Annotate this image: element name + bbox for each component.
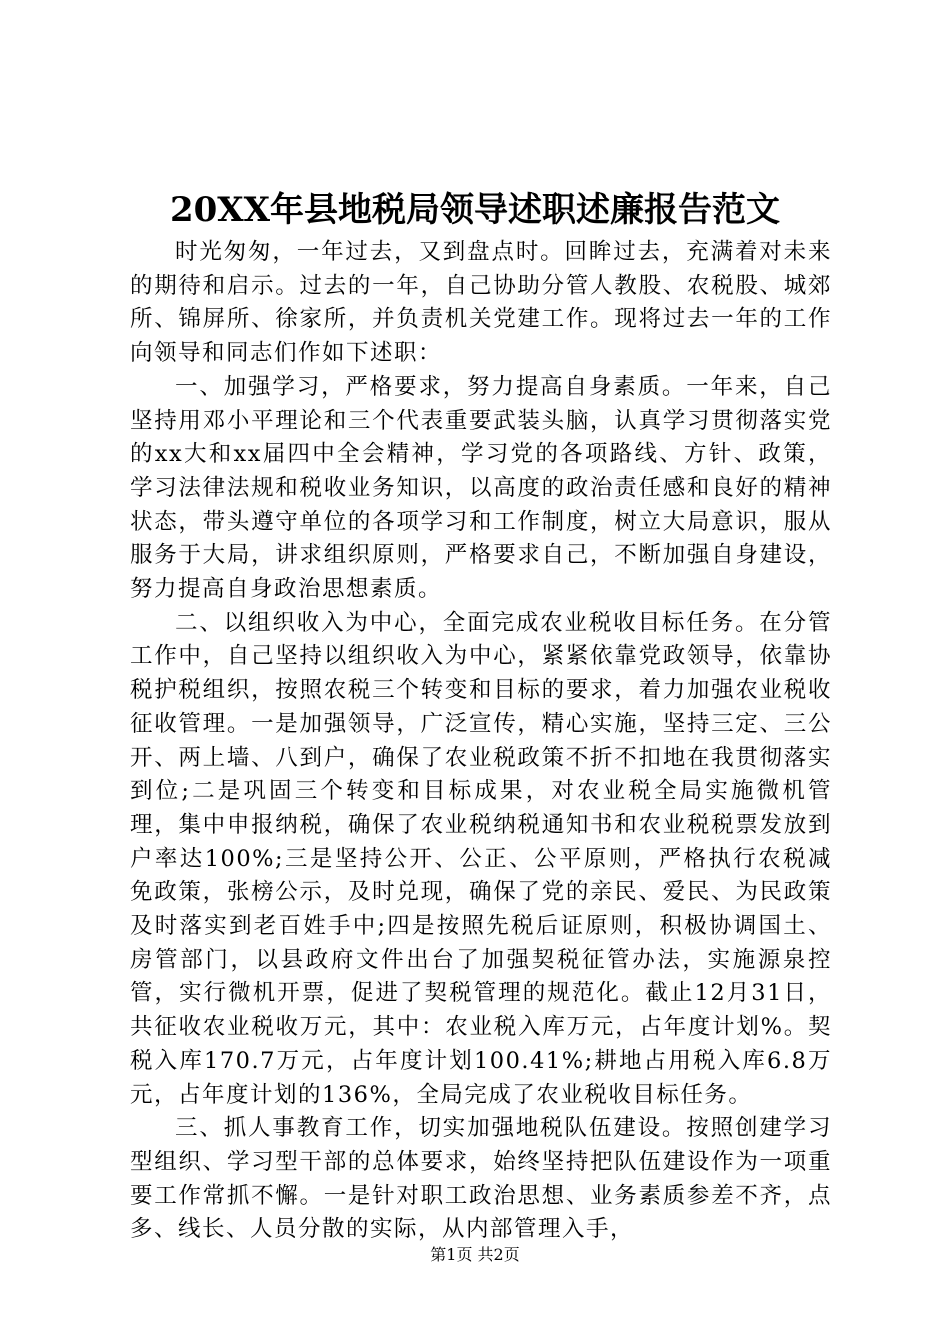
paragraph-section-2: 二、以组织收入为中心，全面完成农业税收目标任务。在分管工作中，自己坚持以组织收入为中心，紧紧依靠党政领导，依靠协税护税组织，按照农税三个转变和目标的要求，着力加强农业税收征收管理。一是加强领导，广泛宣传，精心实施，坚持三定、三公开、两上墙、八到户，确保了农业税政策不折不扣地在我贯彻落实到位;二是巩固三个转变和目标成果，对农业税全局实施微机管理，集中申报纳税，确保了农业税纳税通知书和农业税税票发放到户率达100%;三是坚持公开、公正、公平原则，严格执行农税减免政策，张榜公示，及时兑现，确保了党的亲民、爱民、为民政策及时落实到老百姓手中;四是按照先税后证原则，积极协调国土、房管部门，以县政府文件出台了加强契税征管办法，实施源泉控管，实行微机开票，促进了契税管理的规范化。截止12月31日，共征收农业税收万元，其中：农业税入库万元，占年度计划%。契税入库170.7万元，占年度计划100.41%;耕地占用税入库6.8万元，占年度计划的136%，全局完成了农业税收目标任务。 xyxy=(130,609,832,1108)
document-body xyxy=(130,236,832,1247)
paragraph-intro: 时光匆匆，一年过去，又到盘点时。回眸过去，充满着对未来的期待和启示。过去的一年，自己协助分管人教股、农税股、城郊所、锦屏所、徐家所，并负责机关党建工作。现将过去一年的工作向领导和同志们作如下述职： xyxy=(130,239,832,367)
document-title: 20XX年县地税局领导述职述廉报告范文 xyxy=(169,190,781,230)
page-number-footer: 第1页 共2页 xyxy=(430,1245,520,1264)
paragraph-section-3: 三、抓人事教育工作，切实加强地税队伍建设。按照创建学习型组织、学习型干部的总体要求，始终坚持把队伍建设作为一项重要工作常抓不懈。一是针对职工政治思想、业务素质参差不齐，点多、线长、人员分散的实际，从内部管理入手， xyxy=(130,1115,832,1243)
paragraph-section-1: 一、加强学习，严格要求，努力提高自身素质。一年来，自己坚持用邓小平理论和三个代表重要武装头脑，认真学习贯彻落实党的xx大和xx届四中全会精神，学习党的各项路线、方针、政策，学习法律法规和税收业务知识，以高度的政治责任感和良好的精神状态，带头遵守单位的各项学习和工作制度，树立大局意识，服从服务于大局，讲求组织原则，严格要求自己，不断加强自身建设，努力提高自身政治思想素质。 xyxy=(130,373,832,603)
